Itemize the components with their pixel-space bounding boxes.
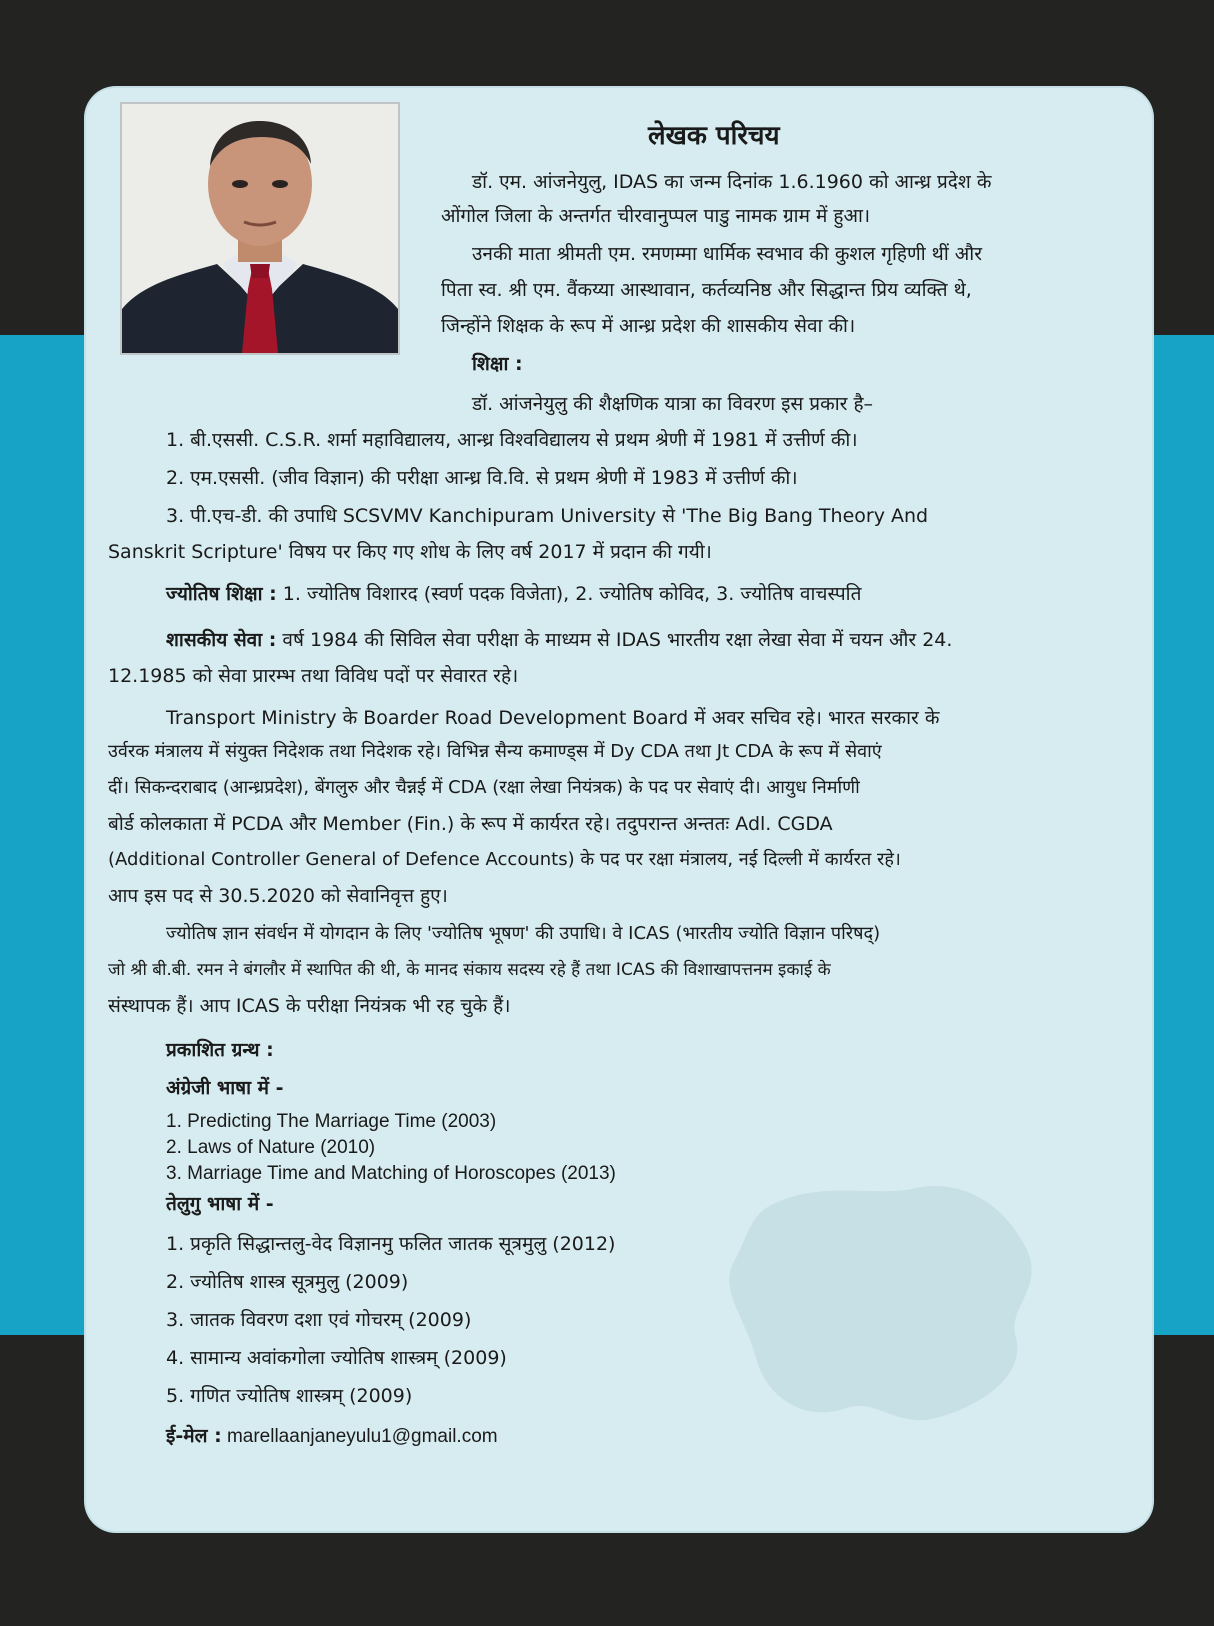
service-text-1: वर्ष 1984 की सिविल सेवा परीक्षा के माध्यम से IDAS भारतीय रक्षा लेखा सेवा में चयन और 24. [276, 629, 953, 651]
telugu-book-2: 2. ज्योतिष शास्त्र सूत्रमुलु (2009) [166, 1271, 409, 1293]
honours-line-1: ज्योतिष ज्ञान संवर्धन में योगदान के लिए 'ज्योतिष भूषण' की उपाधि। वे ICAS (भारतीय ज्योति विज्ञान परिषद्) [166, 923, 881, 944]
intro-line-3: उनकी माता श्रीमती एम. रमणम्मा धार्मिक स्वभाव की कुशल गृहिणी थीं और [472, 243, 982, 265]
telugu-book-1: 1. प्रकृति सिद्धान्तलु-वेद विज्ञानमु फलित जातक सूत्रमुलु (2012) [166, 1233, 616, 1255]
honours-line-2: जो श्री बी.बी. रमन ने बंगलौर में स्थापित की थी, के मानद संकाय सदस्य रहे हैं तथा ICAS की विशाखापत्तनम इकाई के [108, 960, 831, 980]
jyotish-education [166, 580, 861, 608]
intro-line-4: पिता स्व. श्री एम. वैंकय्या आस्थावान, कर्तव्यनिष्ठ और सिद्धान्त प्रिय व्यक्ति थे, [441, 279, 972, 301]
telugu-books-label: तेलुगु भाषा में - [166, 1193, 274, 1215]
career-line-5: (Additional Controller General of Defence Accounts) के पद पर रक्षा मंत्रालय, नई दिल्ली में कार्यरत रहे। [108, 849, 901, 870]
intro-line-1: डॉ. एम. आंजनेयुलु, IDAS का जन्म दिनांक 1.6.1960 को आन्ध्र प्रदेश के [472, 171, 992, 193]
jyotish-text: 1. ज्योतिष विशारद (स्वर्ण पदक विजेता), 2. ज्योतिष कोविद, 3. ज्योतिष वाचस्पति [276, 583, 862, 605]
page-title: लेखक परिचय [648, 121, 780, 151]
service-line-1 [166, 626, 952, 654]
education-intro: डॉ. आंजनेयुलु की शैक्षणिक यात्रा का विवरण इस प्रकार है– [472, 393, 874, 415]
telugu-book-5: 5. गणित ज्योतिष शास्त्रम् (2009) [166, 1385, 413, 1407]
email-address[interactable]: marellaanjaneyulu1@gmail.com [221, 1426, 498, 1447]
english-book-1: 1. Predicting The Marriage Time (2003) [166, 1111, 497, 1132]
telugu-book-3: 3. जातक विवरण दशा एवं गोचरम् (2009) [166, 1309, 472, 1331]
education-item-3-line-2: Sanskrit Scripture' विषय पर किए गए शोध के लिए वर्ष 2017 में प्रदान की गयी। [108, 541, 712, 563]
career-line-6: आप इस पद से 30.5.2020 को सेवानिवृत्त हुए। [108, 885, 448, 907]
telugu-book-4: 4. सामान्य अवांकगोला ज्योतिष शास्त्रम् (2009) [166, 1347, 507, 1369]
service-label: शासकीय सेवा : [166, 629, 277, 651]
education-item-1: 1. बी.एससी. C.S.R. शर्मा महाविद्यालय, आन्ध्र विश्वविद्यालय से प्रथम श्रेणी में 1981 में उत्तीर्ण की। [166, 429, 858, 451]
map-watermark [706, 1168, 1066, 1448]
jyotish-label: ज्योतिष शिक्षा : [166, 583, 277, 605]
career-line-3: दीं। सिकन्दराबाद (आन्ध्रप्रदेश), बेंगलुरु और चैन्नई में CDA (रक्षा लेखा नियंत्रक) के पद पर सेवाएं दी। आयुध निर्माणी [108, 777, 860, 798]
honours-line-3: संस्थापक हैं। आप ICAS के परीक्षा नियंत्रक भी रह चुके हैं। [108, 995, 511, 1017]
intro-line-5: जिन्होंने शिक्षक के रूप में आन्ध्र प्रदेश की शासकीय सेवा की। [441, 315, 856, 337]
author-photo [120, 102, 400, 355]
education-item-3-line-1: 3. पी.एच-डी. की उपाधि SCSVMV Kanchipuram University से 'The Big Bang Theory And [166, 505, 929, 527]
email-label: ई-मेल : [166, 1425, 222, 1447]
english-book-3: 3. Marriage Time and Matching of Horoscopes (2013) [166, 1163, 616, 1184]
intro-line-2: ओंगोल जिला के अन्तर्गत चीरवानुप्पल पाडु नामक ग्राम में हुआ। [441, 205, 871, 227]
english-books-label: अंग्रेजी भाषा में - [166, 1077, 284, 1099]
english-book-2: 2. Laws of Nature (2010) [166, 1137, 376, 1158]
education-label: शिक्षा : [472, 353, 523, 375]
email-line [166, 1422, 498, 1451]
author-portrait-image [122, 104, 398, 353]
author-intro-panel [86, 88, 1152, 1531]
career-line-4: बोर्ड कोलकाता में PCDA और Member (Fin.) के रूप में कार्यरत रहे। तदुपरान्त अन्ततः Adl. CGDA [108, 813, 833, 835]
career-line-1: Transport Ministry के Boarder Road Development Board में अवर सचिव रहे। भारत सरकार के [166, 707, 940, 729]
education-item-2: 2. एम.एससी. (जीव विज्ञान) की परीक्षा आन्ध्र वि.वि. से प्रथम श्रेणी में 1983 में उत्तीर्ण की। [166, 467, 798, 489]
career-line-2: उर्वरक मंत्रालय में संयुक्त निदेशक तथा निदेशक रहे। विभिन्न सैन्य कमाण्ड्स में Dy CDA तथा Jt CDA के रूप में सेवाएं [108, 741, 882, 762]
publications-label: प्रकाशित ग्रन्थ : [166, 1039, 274, 1061]
service-line-2: 12.1985 को सेवा प्रारम्भ तथा विविध पदों पर सेवारत रहे। [108, 665, 519, 687]
